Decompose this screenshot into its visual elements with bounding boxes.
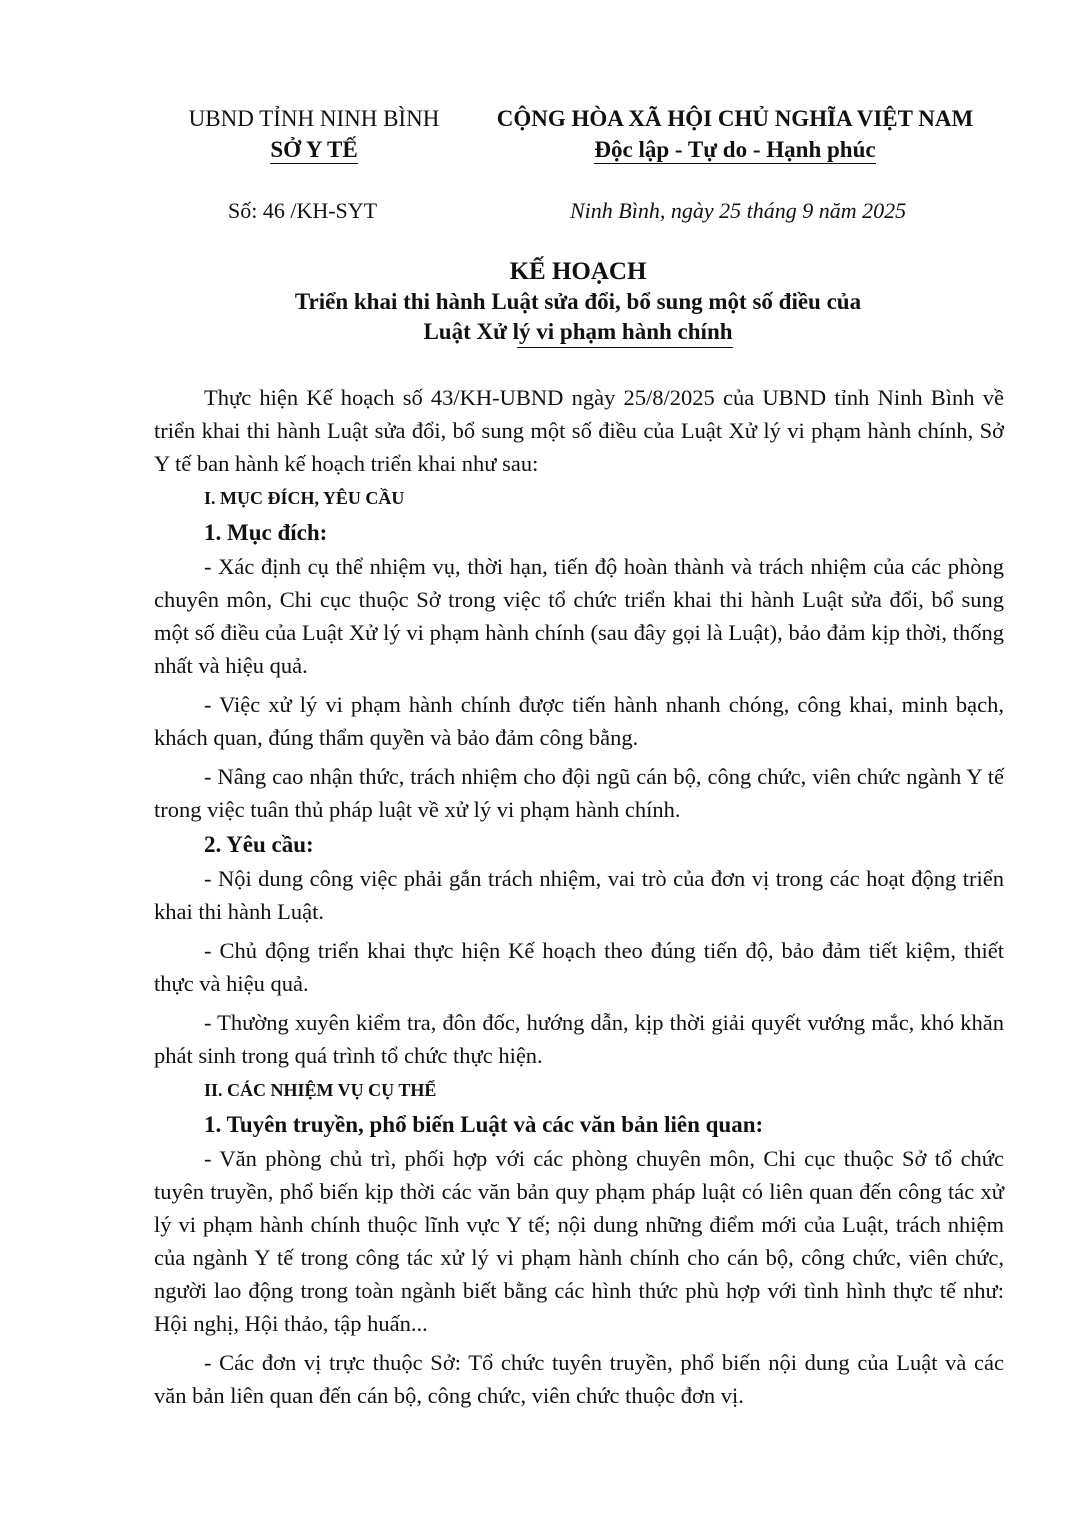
paragraph: - Việc xử lý vi phạm hành chính được tiến hành nhanh chóng, công khai, minh bạch, khách quan, đúng thẩm quyền và bảo đảm công bằng. bbox=[154, 692, 1004, 750]
document-title bbox=[150, 256, 1006, 347]
document-body bbox=[154, 381, 1004, 1412]
document-date: Ninh Bình, ngày 25 tháng 9 năm 2025 bbox=[570, 198, 907, 223]
paragraph: - Xác định cụ thể nhiệm vụ, thời hạn, tiến độ hoàn thành và trách nhiệm của các phòng chuyên môn, Chi cục thuộc Sở trong việc tổ chức triển khai thi hành Luật sửa đổi, bổ sung một số điều của Luật Xử lý vi phạm hành chính (sau đây gọi là Luật), bảo đảm kịp thời, thống nhất và hiệu quả. bbox=[154, 554, 1004, 678]
section-1-2-heading: 2. Yêu cầu: bbox=[204, 832, 314, 857]
province-committee: UBND TỈNH NINH BÌNH bbox=[188, 106, 440, 131]
title-underline bbox=[517, 347, 732, 348]
country-name: CỘNG HÒA XÃ HỘI CHỦ NGHĨA VIỆT NAM bbox=[496, 106, 974, 131]
title-subtitle-1: Triển khai thi hành Luật sửa đổi, bổ sung một số điều của bbox=[294, 289, 862, 314]
section-2-1-heading: 1. Tuyên truyền, phổ biến Luật và các văn bản liên quan: bbox=[204, 1112, 764, 1137]
paragraph: - Chủ động triển khai thực hiện Kế hoạch theo đúng tiến độ, bảo đảm tiết kiệm, thiết thực và hiệu quả. bbox=[154, 938, 1004, 996]
paragraph: - Văn phòng chủ trì, phối hợp với các phòng chuyên môn, Chi cục thuộc Sở tổ chức tuyên truyền, phổ biến kịp thời các văn bản quy phạm pháp luật có liên quan đến công tác xử lý vi phạm hành chính thuộc lĩnh vực Y tế; nội dung những điểm mới của Luật, trách nhiệm của ngành Y tế trong công tác xử lý vi phạm hành chính cho cán bộ, công chức, viên chức, người lao động trong toàn ngành biết bằng các hình thức phù hợp với tình hình thực tế như: Hội nghị, Hội thảo, tập huấn... bbox=[154, 1146, 1004, 1336]
paragraph: - Thường xuyên kiểm tra, đôn đốc, hướng dẫn, kịp thời giải quyết vướng mắc, khó khăn phát sinh trong quá trình tổ chức thực hiện. bbox=[154, 1010, 1004, 1068]
intro-paragraph: Thực hiện Kế hoạch số 43/KH-UBND ngày 25/8/2025 của UBND tỉnh Ninh Bình về triển khai thi hành Luật sửa đổi, bổ sung một số điều của Luật Xử lý vi phạm hành chính, Sở Y tế ban hành kế hoạch triển khai như sau: bbox=[154, 385, 1004, 476]
paragraph: - Các đơn vị trực thuộc Sở: Tổ chức tuyên truyền, phổ biến nội dung của Luật và các văn bản liên quan đến cán bộ, công chức, viên chức thuộc đơn vị. bbox=[154, 1350, 1004, 1408]
paragraph: - Nội dung công việc phải gắn trách nhiệm, vai trò của đơn vị trong các hoạt động triển khai thi hành Luật. bbox=[154, 866, 1004, 924]
section-1-1-heading: 1. Mục đích: bbox=[204, 520, 328, 545]
motto: Độc lập - Tự do - Hạnh phúc bbox=[594, 137, 876, 162]
national-motto bbox=[470, 104, 1000, 166]
issuing-agency bbox=[155, 104, 473, 166]
title-subtitle-2: Luật Xử lý vi phạm hành chính bbox=[423, 319, 733, 344]
section-2-heading: II. CÁC NHIỆM VỤ CỤ THỂ bbox=[204, 1080, 437, 1100]
department-name: SỞ Y TẾ bbox=[270, 137, 358, 162]
title-main: KẾ HOẠCH bbox=[509, 258, 647, 285]
paragraph: - Nâng cao nhận thức, trách nhiệm cho đội ngũ cán bộ, công chức, viên chức ngành Y tế trong việc tuân thủ pháp luật về xử lý vi phạm hành chính. bbox=[154, 764, 1004, 822]
document-number: Số: 46 /KH-SYT bbox=[228, 198, 378, 223]
section-1-heading: I. MỤC ĐÍCH, YÊU CẦU bbox=[204, 488, 405, 508]
